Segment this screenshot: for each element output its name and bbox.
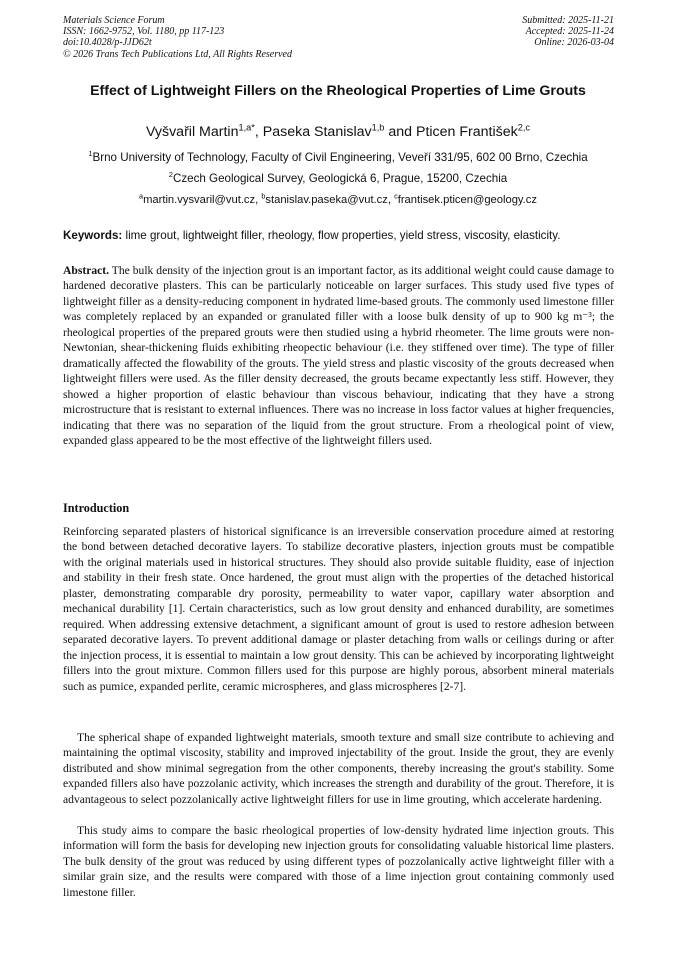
email-link[interactable]: stanislav.paseka@vut.cz: [265, 194, 388, 206]
journal-header-left: [63, 15, 292, 60]
journal-name: Materials Science Forum: [63, 15, 165, 26]
intro-paragraph-3: This study aims to compare the basic rheological properties of low-density hydrated lime injection grouts. This information will form the basis for developing new injection grouts for consolidating valuable historical lime plasters. The bulk density of the grout was reduced by using different types of pozzolanically active lightweight filler with a similar grain size, and the results were compared with those of a lime injection grout containing commonly used limestone filler.: [63, 824, 614, 899]
affiliation-text: Czech Geological Survey, Geologická 6, Prague, 15200, Czechia: [172, 172, 508, 185]
author-name: Pticen František: [416, 124, 518, 140]
author-list: [63, 124, 613, 140]
affiliation-sup: 2: [168, 170, 173, 180]
author-separator: and: [384, 124, 416, 140]
intro-paragraph-2: The spherical shape of expanded lightweight materials, smooth texture and small size contribute to achieving and maintaining the optimal viscosity, stability and improved injectability of the grout. Inside the grout, they are evenly distributed and show minimal segregation from the other components, thereby increasing the grout's stability. Some expanded fillers also have pozzolanic activity, which increases the strength and durability of the grout. Therefore, it is advantageous to select pozzolanically active lightweight fillers for use in lime grouting, which accelerate hardening.: [63, 731, 614, 806]
paper-title: Effect of Lightweight Fillers on the Rheological Properties of Lime Grouts: [90, 83, 586, 99]
intro-paragraph-1: Reinforcing separated plasters of historical significance is an irreversible conservation procedure aimed at restoring the bond between detached decorative layers. To stabilize decorative plasters, injection grouts must be compatible with the original materials used in historical structures. They should also provide suitable fluidity, ease of injection and stability in their fresh state. Once hardened, the grout must align with the properties of the detached historical plaster, demonstrating comparable dry porosity, permeability to water vapor, capillary water absorption and mechanical durability [1]. Certain characteristics, such as low grout density and enhanced durability, are sometimes required. When addressing extensive detachment, a significant amount of grout is used to restore adhesion between separated decorative layers. To prevent additional damage or plaster detaching from walls or ceilings during or after the injection process, it is essential to maintain a low grout density. This can be achieved by incorporating lightweight fillers into the grout mixture. Common fillers used for this purpose are highly porous, absorbent mineral materials such as pumice, expanded perlite, ceramic microspheres, and glass microspheres [2-7].: [63, 525, 614, 693]
abstract-text: The bulk density of the injection grout is an important factor, as its additional weight could cause damage to hardened decorative plasters. This can be particularly noticeable on larger surfaces. This study used five types of lightweight filler as a density-reducing component in hydrated lime-based grouts. The commonly used limestone filler was completely replaced by an expanded or granulated filler with a loose bulk density of up to 900 kg m⁻³; the rheological properties of the prepared grouts were then studied using a hybrid rheometer. The lime grouts were non-Newtonian, shear-thickening fluids exhibiting rheopectic behaviour (i.e. they stiffened over time). The type of filler dramatically affected the flowability of the grouts. The yield stress and plastic viscosity of the grouts decreased when lightweight fillers were used. As the filler density decreased, the grouts became expectantly less stiff. However, they showed a higher proportion of elastic behaviour than viscous behaviour, indicating that they have a strong microstructure that is resistant to external influences. There was no increase in loss factor values at higher frequencies, indicating that there was no separation of the liquid from the grout structure. From a rheological point of view, expanded glass appeared to be the most effective of the lightweight fillers used.: [63, 264, 614, 447]
affiliation-text: Brno University of Technology, Faculty of Civil Engineering, Veveří 331/95, 602 00 Brno, Czechia: [92, 151, 588, 164]
keywords-label: Keywords:: [63, 229, 123, 242]
section-heading-introduction: Introduction: [63, 501, 130, 515]
submitted-date: Submitted: 2025-11-21: [522, 15, 614, 26]
author-sup: 1,b: [371, 122, 385, 133]
keywords: [63, 229, 623, 242]
email-list: [63, 191, 613, 206]
abstract: [63, 263, 614, 448]
affiliation-sup: 1: [88, 149, 93, 159]
email-sup: c: [394, 191, 398, 201]
affiliation-1: [63, 151, 613, 164]
journal-doi: doi:10.4028/p-JJD62t: [63, 37, 152, 49]
email-sup: a: [139, 191, 144, 201]
online-date: Online: 2026-03-04: [534, 37, 614, 49]
author-separator: ,: [254, 124, 263, 140]
abstract-label: Abstract.: [63, 264, 110, 277]
email-link[interactable]: martin.vysvaril@vut.cz: [143, 194, 256, 206]
keywords-text: lime grout, lightweight filler, rheology, flow properties, yield stress, viscosity, elasticity.: [122, 229, 561, 242]
accepted-date: Accepted: 2025-11-24: [525, 26, 614, 38]
email-separator: ,: [387, 194, 395, 206]
email-separator: ,: [255, 194, 262, 206]
author-name: Paseka Stanislav: [262, 124, 372, 140]
author-sup: 1,a*: [238, 122, 255, 133]
email-sup: b: [261, 191, 266, 201]
journal-copyright: © 2026 Trans Tech Publications Ltd, All Rights Reserved: [63, 48, 292, 60]
author-name: Vyšvařil Martin: [145, 124, 239, 140]
journal-header-right: [522, 15, 614, 49]
email-link[interactable]: frantisek.pticen@geology.cz: [397, 194, 537, 206]
author-sup: 2,c: [517, 122, 531, 133]
affiliation-2: [63, 172, 613, 185]
journal-issn: ISSN: 1662-9752, Vol. 1180, pp 117-123: [63, 26, 225, 38]
